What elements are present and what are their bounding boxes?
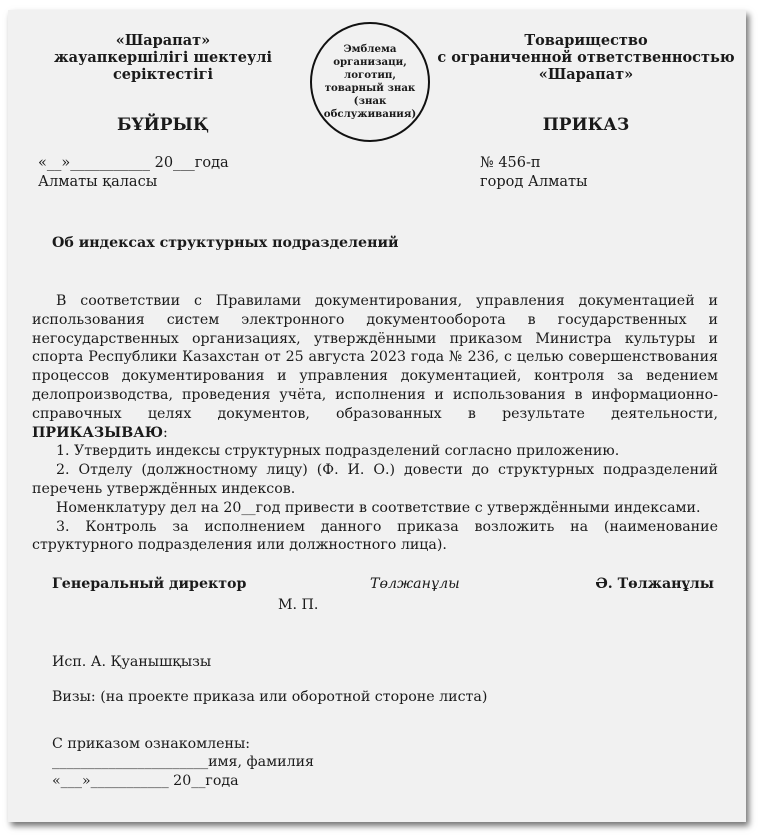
signer-name: Ә. Төлжанұлы <box>595 576 714 592</box>
signer-position: Генеральный директор <box>52 576 247 592</box>
acquainted-name-line: ______________________имя, фамилия <box>52 754 314 770</box>
org-name-kz-line: «Шарапат» <box>115 32 211 49</box>
order-subject: Об индексах структурных подразделений <box>52 235 399 251</box>
stamp-place: М. П. <box>278 597 319 613</box>
org-name-kz <box>32 32 294 83</box>
place-ru: город Алматы <box>480 174 588 190</box>
executor: Исп. А. Қуанышқызы <box>52 654 212 670</box>
place-kz: Алматы қаласы <box>38 174 158 190</box>
date-line: «__»___________ 20___года <box>38 155 229 171</box>
org-name-ru <box>436 32 736 83</box>
order-item-3: 3. Контроль за исполнением данного приказа возложить на (наименование структурного подразделения или должностного лица). <box>32 518 718 554</box>
org-name-ru-line: Товарищество <box>524 32 648 49</box>
emblem-text: Эмблема организаци, логотип, товарный знак (знак обслуживания) <box>323 43 417 120</box>
org-name-ru-line: с ограниченной ответственностью <box>437 49 735 66</box>
document-page <box>8 10 746 822</box>
org-name-ru-line: «Шарапат» <box>538 66 634 83</box>
org-name-kz-line: жауапкершілігі шектеулі <box>54 49 272 66</box>
emblem-seal <box>310 22 430 142</box>
preamble-paragraph <box>32 292 718 442</box>
acquainted-label: С приказом ознакомлены: <box>52 736 251 752</box>
order-item-1: 1. Утвердить индексы структурных подразделений согласно приложению. <box>56 443 620 460</box>
order-item-2b: Номенклатуру дел на 20__год привести в соответствие с утверждёнными индексами. <box>56 499 701 516</box>
doc-title-kz: БҰЙРЫҚ <box>116 115 210 135</box>
acquainted-date-line: «___»___________ 20__года <box>52 773 239 789</box>
visas: Визы: (на проекте приказа или оборотной стороне листа) <box>52 689 488 705</box>
org-name-kz-line: серіктестігі <box>112 66 214 83</box>
order-number: № 456-п <box>480 155 541 171</box>
order-word: ПРИКАЗЫВАЮ <box>32 424 164 441</box>
order-item-2: 2. Отделу (должностному лицу) (Ф. И. О.) довести до структурных подразделений перечень утверждённых индексов. <box>32 462 718 497</box>
preamble-text: В соответствии с Правилами документирования, управления документацией и использования систем электронного документооборота в государственных и негосударственных организациях, утверждёнными приказом Министра культуры и спорта Республики Казахстан от 25 августа 2023 года № 236, с целью совершенствования процессов документирования и управления документацией, контроля за ведением делопроизводства, проведения учёта, исполнения и использования в информационно-справочных целях документов, образованных в результате деятельности, <box>32 293 718 422</box>
order-colon: : <box>163 424 168 441</box>
order-body <box>32 292 718 555</box>
doc-title-ru: ПРИКАЗ <box>542 115 630 135</box>
handwritten-signature: Төлжанұлы <box>370 576 460 592</box>
